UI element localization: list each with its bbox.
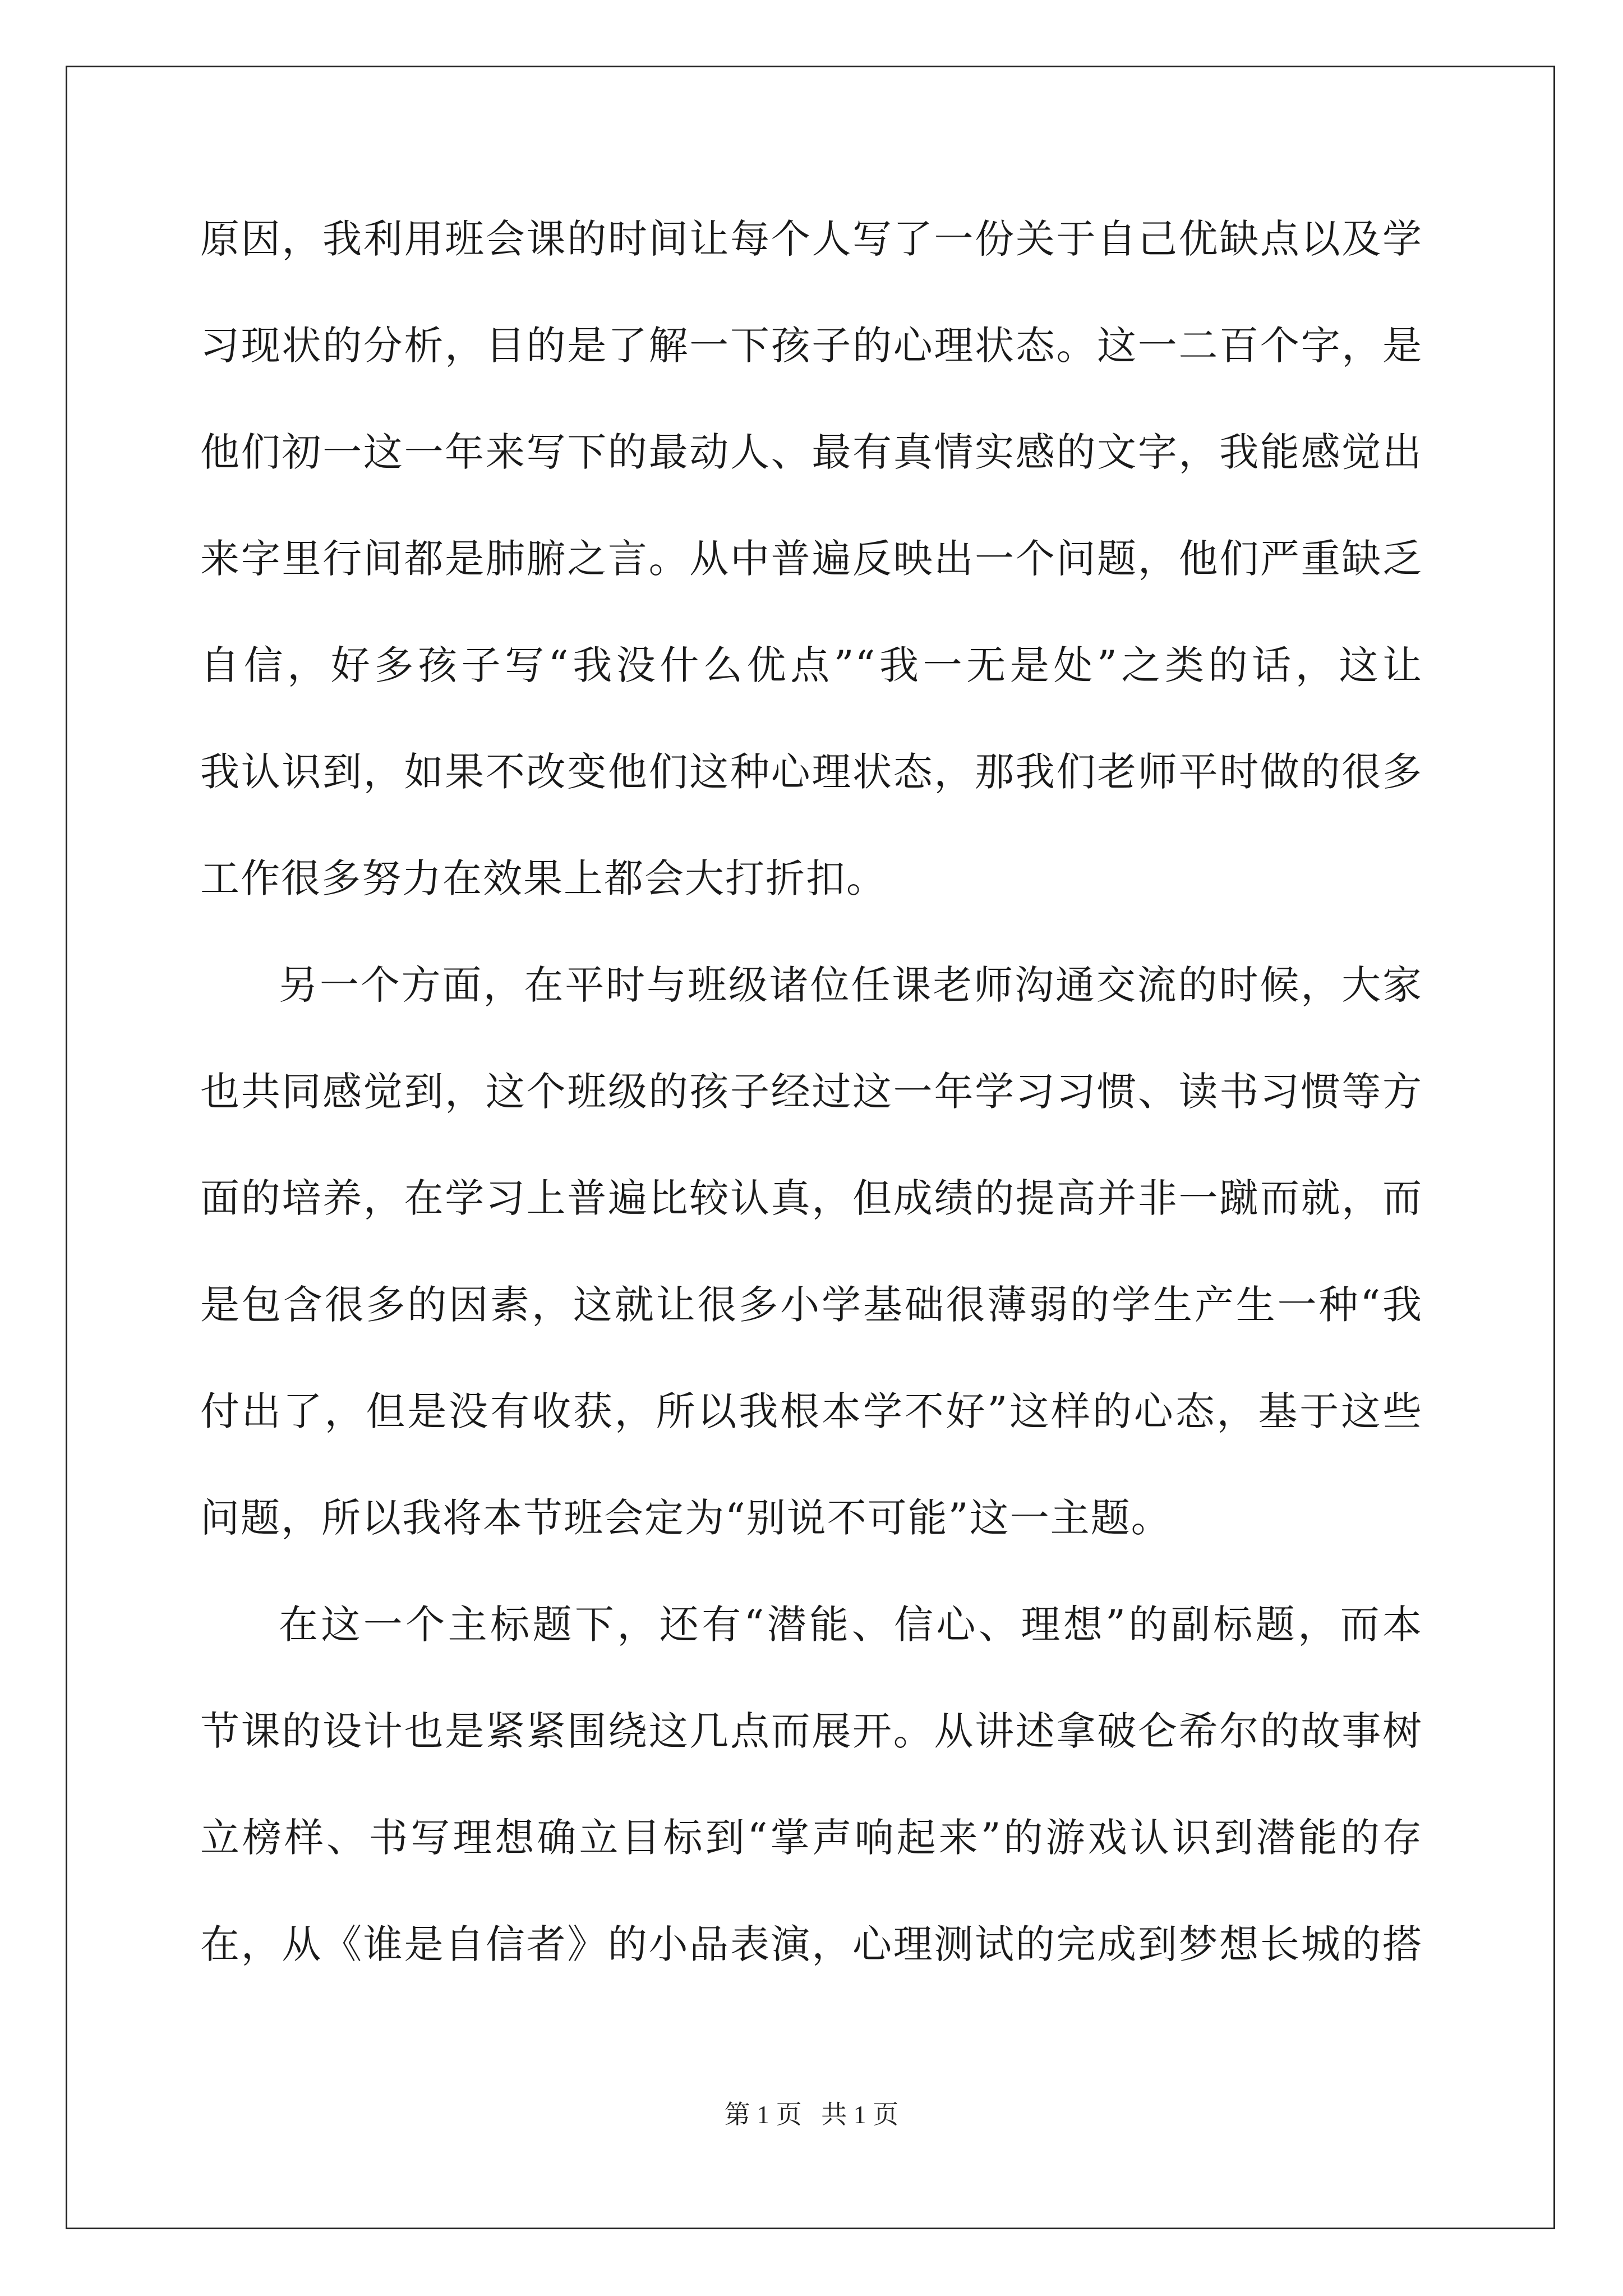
text-line: 在这一个主标题下，还有“潜能、信心、理想”的副标题，而本: [279, 1602, 1423, 1648]
text-line: 也共同感觉到，这个班级的孩子经过这一年学习习惯、读书习惯等方: [200, 1069, 1423, 1115]
text-line: 是包含很多的因素，这就让很多小学基础很薄弱的学生产生一种“我: [200, 1282, 1423, 1328]
page-footer: 第 1 页 共 1 页: [724, 2100, 899, 2129]
text-line: 另一个方面，在平时与班级诸位任课老师沟通交流的时候，大家: [279, 962, 1423, 1008]
paragraph: [200, 1593, 1423, 2019]
text-line: 他们初一这一年来写下的最动人、最有真情实感的文字，我能感觉出: [200, 429, 1423, 475]
paragraph: [200, 954, 1423, 1593]
text-line: 立榜样、书写理想确立目标到“掌声响起来”的游戏认识到潜能的存: [200, 1815, 1423, 1861]
text-line: 原因，我利用班会课的时间让每个人写了一份关于自己优缺点以及学: [200, 216, 1423, 262]
text-line: 我认识到，如果不改变他们这种心理状态，那我们老师平时做的很多: [200, 749, 1423, 795]
text-line: 来字里行间都是肺腑之言。从中普遍反映出一个问题，他们严重缺乏: [200, 536, 1423, 582]
text-line: 节课的设计也是紧紧围绕这几点而展开。从讲述拿破仑希尔的故事树: [200, 1708, 1423, 1754]
text-line: 自信，好多孩子写“我没什么优点”“我一无是处”之类的话，这让: [200, 642, 1423, 688]
text-line: 付出了，但是没有收获，所以我根本学不好”这样的心态，基于这些: [200, 1388, 1423, 1434]
text-line: 在，从《谁是自信者》的小品表演，心理测试的完成到梦想长城的搭: [200, 1921, 1423, 1967]
document-body: [200, 208, 1423, 2019]
text-line: 习现状的分析，目的是了解一下孩子的心理状态。这一二百个字，是: [200, 323, 1423, 369]
text-line: 面的培养，在学习上普遍比较认真，但成绩的提高并非一蹴而就，而: [200, 1175, 1423, 1221]
text-line: 工作很多努力在效果上都会大打折扣。: [200, 855, 887, 901]
paragraph: [200, 208, 1423, 954]
text-line: 问题，所以我将本节班会定为“别说不可能”这一主题。: [200, 1495, 1172, 1541]
